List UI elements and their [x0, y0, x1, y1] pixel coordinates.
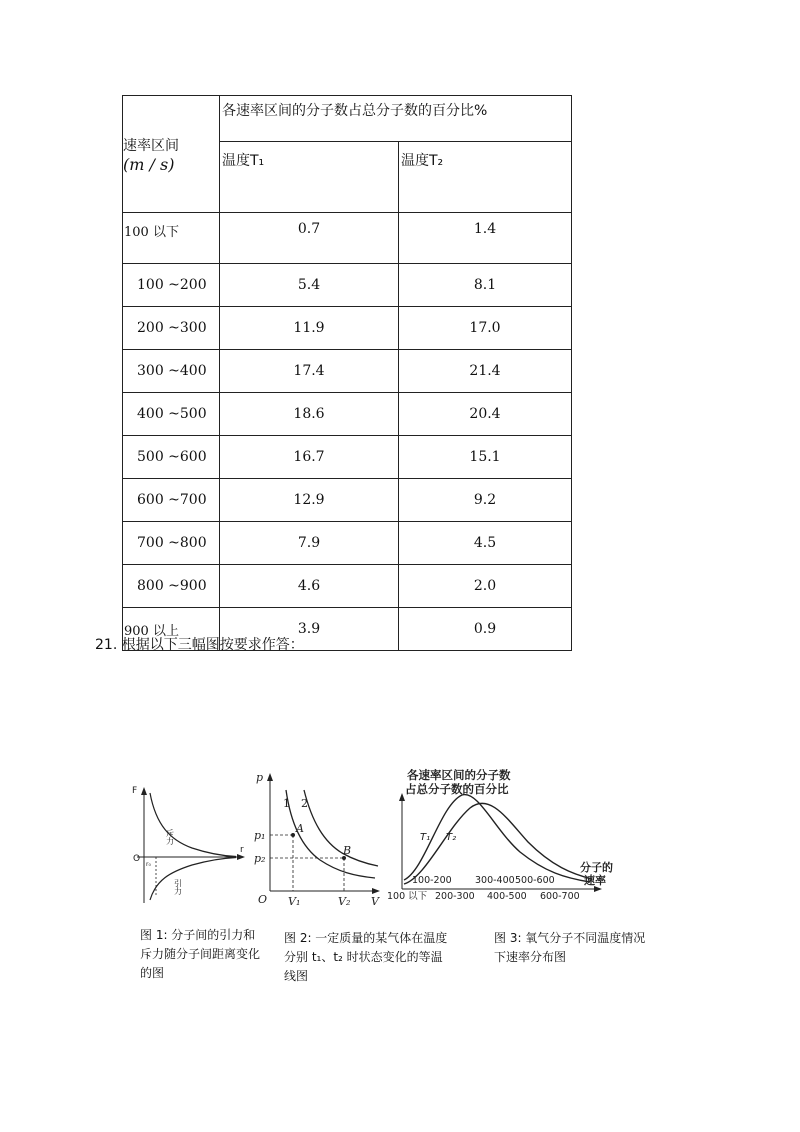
speed-range-cell: 700 ~800: [123, 522, 220, 565]
question-text: 21. 根据以下三幅图按要求作答：: [95, 637, 304, 653]
fig3-t1-label: T₁: [420, 832, 431, 843]
figure-3: [387, 768, 613, 902]
fig3-tick-label: 600-700: [540, 891, 580, 902]
temp1-percent-cell: 11.9: [220, 307, 399, 350]
temp2-percent-cell: 9.2: [399, 479, 572, 522]
fig1-caption: [140, 926, 260, 983]
fig3-axis-label-line2: 速率: [584, 874, 606, 887]
fig2-v2-label: V₂: [338, 895, 351, 908]
speed-range-cell: 100 以下: [123, 213, 220, 264]
fig2-v1-label: V₁: [288, 895, 301, 908]
fig1-repulsion-label: 斥力: [165, 829, 175, 845]
figure-1: [132, 786, 245, 903]
fig3-caption-line: 图 3: 氧气分子不同温度情况: [494, 931, 646, 945]
fig1-caption-line: 的图: [140, 966, 165, 980]
temp1-percent-cell: 0.7: [220, 213, 399, 264]
fig2-point-a-marker: [291, 833, 295, 837]
figure-2: [254, 771, 380, 908]
speed-range-cell: 900 以上: [123, 608, 220, 651]
fig3-caption-line: 下速率分布图: [494, 950, 567, 964]
fig1-origin-label: O: [133, 854, 141, 864]
fig1-caption-line: 图 1: 分子间的引力和: [140, 928, 256, 942]
fig2-point-a-label: A: [296, 822, 304, 835]
fig1-y-arrow: [141, 787, 147, 795]
fig1-axis-y-label: F: [132, 786, 138, 796]
speed-unit: (m / s): [123, 154, 175, 174]
fig3-title-line2: 占总分子数的百分比: [405, 782, 509, 796]
fig3-tick-label: 200-300: [435, 891, 475, 902]
speed-range-cell: 600 ~700: [123, 479, 220, 522]
temp1-percent-cell: 4.6: [220, 565, 399, 608]
fig2-caption-line: 分别 t₁、t₂ 时状态变化的等温: [284, 950, 443, 964]
speed-range-header: 速率区间: [123, 137, 179, 154]
fig1-axis-x-label: r: [240, 845, 244, 855]
temp2-percent-cell: 0.9: [399, 608, 572, 651]
temp2-header: 温度T₂: [399, 142, 572, 213]
speed-range-cell: 200 ~300: [123, 307, 220, 350]
temp1-header: 温度T₁: [220, 142, 399, 213]
fig1-attraction-curve: [150, 858, 236, 901]
temp1-percent-cell: 16.7: [220, 436, 399, 479]
fig2-axis-y-label: p: [256, 771, 264, 784]
fig2-point-b-label: B: [343, 844, 352, 857]
fig3-tick-label: 100-200: [412, 875, 452, 886]
fig3-axis-label-line1: 分子的: [580, 861, 613, 874]
fig3-curve-t2: [404, 803, 592, 884]
temp2-percent-cell: 17.0: [399, 307, 572, 350]
fig3-tick-label: 500-600: [515, 875, 555, 886]
temp1-percent-cell: 7.9: [220, 522, 399, 565]
speed-range-cell: 500 ~600: [123, 436, 220, 479]
fig2-p1-label: p₁: [254, 829, 266, 842]
fig2-x-arrow: [372, 888, 380, 894]
temp2-percent-cell: 20.4: [399, 393, 572, 436]
fig2-isotherm-2: [304, 790, 378, 866]
fig2-curve-2-label: 2: [301, 797, 308, 810]
fig3-tick-label: 300-400: [475, 875, 515, 886]
temp1-percent-cell: 17.4: [220, 350, 399, 393]
fig1-caption-line: 斥力随分子间距离变化: [140, 947, 261, 961]
temp1-percent-cell: 18.6: [220, 393, 399, 436]
fig3-caption: [494, 929, 645, 967]
fig2-caption-line: 图 2: 一定质量的某气体在温度: [284, 931, 448, 945]
fig2-axis-x-label: V: [371, 895, 379, 908]
fig1-attraction-label: 引力: [173, 879, 183, 895]
temp1-percent-cell: 5.4: [220, 264, 399, 307]
temp1-percent-cell: 12.9: [220, 479, 399, 522]
fig3-title-line1: 各速率区间的分子数: [407, 768, 511, 782]
temp2-percent-cell: 15.1: [399, 436, 572, 479]
temp2-percent-cell: 21.4: [399, 350, 572, 393]
fig1-repulsion-curve: [150, 793, 236, 857]
fig3-t2-label: T₂: [446, 832, 457, 843]
fig2-y-arrow: [267, 773, 273, 781]
fig3-tick-label: 400-500: [487, 891, 527, 902]
speed-range-cell: 300 ~400: [123, 350, 220, 393]
temp1-percent-cell: 3.9: [220, 608, 399, 651]
speed-range-cell: 100 ~200: [123, 264, 220, 307]
fig1-r0-label: r₀: [146, 861, 151, 868]
percent-header: 各速率区间的分子数占总分子数的百分比%: [220, 96, 572, 142]
temp2-percent-cell: 1.4: [399, 213, 572, 264]
fig2-p2-label: p₂: [254, 852, 266, 865]
fig2-origin-label: O: [258, 893, 268, 906]
speed-range-cell: 800 ~900: [123, 565, 220, 608]
speed-range-cell: 400 ~500: [123, 393, 220, 436]
fig3-curve-t1: [404, 795, 590, 882]
fig2-caption: [284, 929, 447, 986]
fig3-tick-label: 100 以下: [387, 891, 428, 902]
fig2-caption-line: 线图: [284, 969, 309, 983]
fig2-curve-1-label: 1: [283, 797, 290, 810]
temp2-percent-cell: 8.1: [399, 264, 572, 307]
temp2-percent-cell: 4.5: [399, 522, 572, 565]
temp2-percent-cell: 2.0: [399, 565, 572, 608]
